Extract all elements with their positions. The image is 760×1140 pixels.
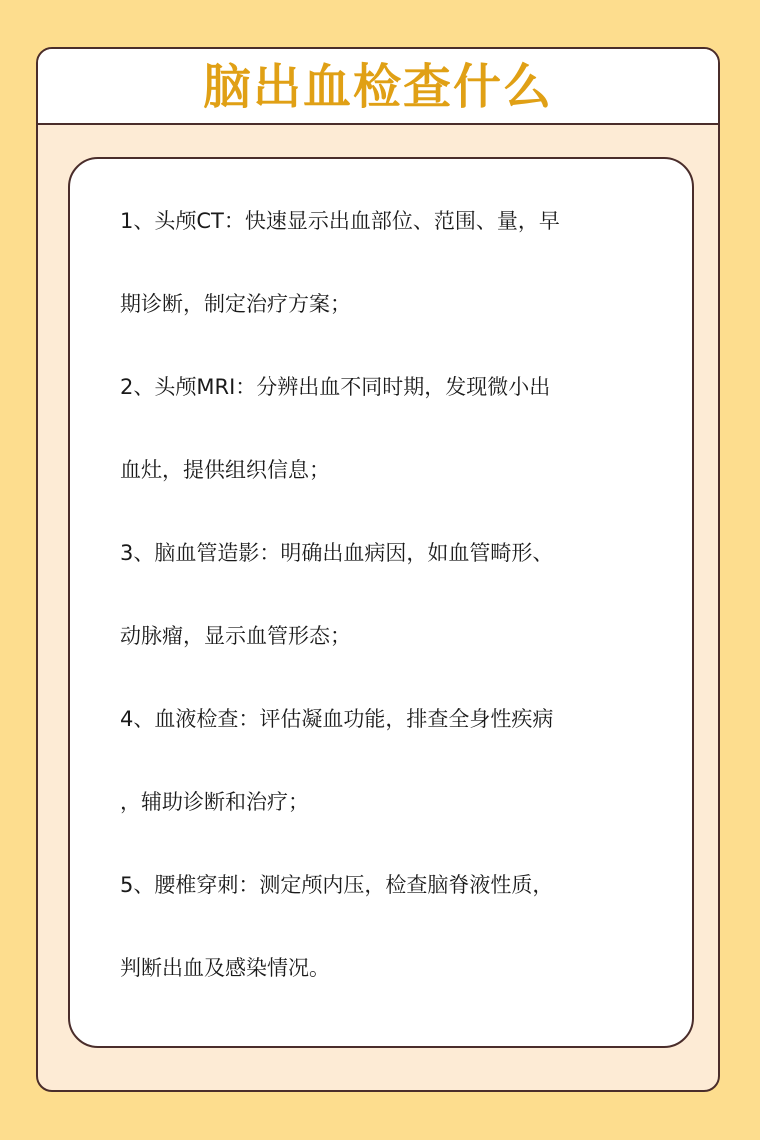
text-line: 2、头颅MRI：分辨出血不同时期，发现微小出 bbox=[120, 375, 551, 399]
page-title: 脑出血检查什么 bbox=[202, 59, 553, 115]
text-line: 血灶，提供组织信息； bbox=[120, 458, 330, 482]
text-line: 4、血液检查：评估凝血功能，排查全身性疾病 bbox=[120, 707, 554, 731]
text-line: 1、头颅CT：快速显示出血部位、范围、量，早 bbox=[120, 209, 560, 233]
title-bar bbox=[38, 49, 718, 125]
text-line: 5、腰椎穿刺：测定颅内压，检查脑脊液性质， bbox=[120, 873, 554, 897]
info-card bbox=[36, 47, 720, 1092]
text-line: 动脉瘤，显示血管形态； bbox=[120, 624, 351, 648]
text-line: ，辅助诊断和治疗； bbox=[120, 790, 309, 814]
text-block bbox=[120, 185, 660, 1015]
content-panel bbox=[68, 157, 694, 1048]
text-line: 3、脑血管造影：明确出血病因，如血管畸形、 bbox=[120, 541, 554, 565]
text-line: 判断出血及感染情况。 bbox=[120, 956, 330, 980]
text-line: 期诊断，制定治疗方案； bbox=[120, 292, 351, 316]
